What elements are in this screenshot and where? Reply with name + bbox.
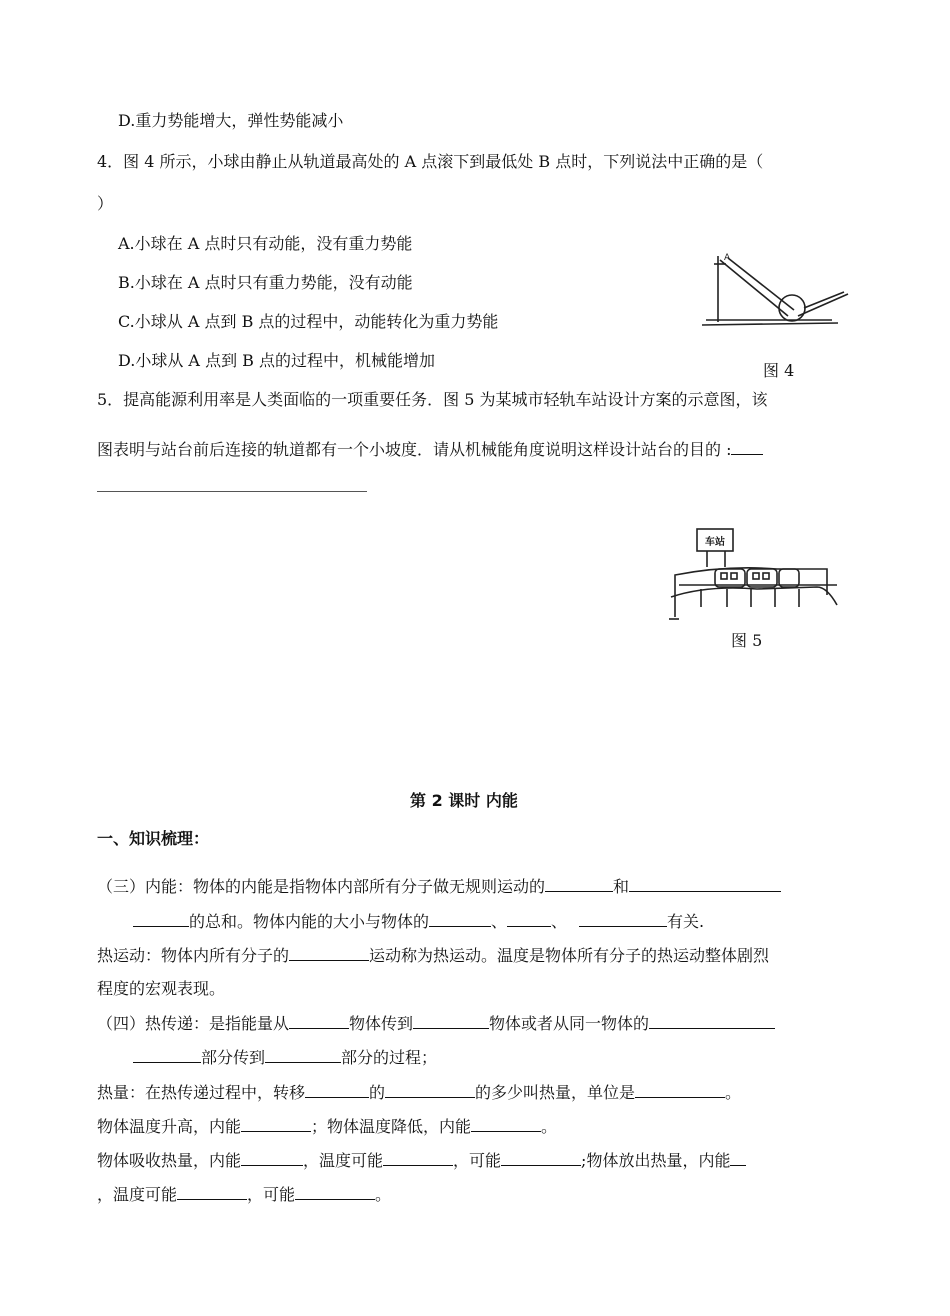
answer-blank[interactable] xyxy=(730,1149,746,1166)
answer-blank[interactable] xyxy=(507,910,551,927)
answer-blank[interactable] xyxy=(635,1081,725,1098)
answer-blank[interactable] xyxy=(649,1012,775,1029)
t10c: 。 xyxy=(375,1185,392,1204)
answer-blank[interactable] xyxy=(241,1149,303,1166)
text-line-3 xyxy=(97,944,769,967)
t7a: 热量：在热传递过程中，转移 xyxy=(97,1083,306,1102)
answer-blank[interactable] xyxy=(305,1081,369,1098)
answer-blank[interactable] xyxy=(241,1115,311,1132)
answer-blank[interactable] xyxy=(471,1115,541,1132)
t9d: ;物体放出热量，内能 xyxy=(581,1151,731,1170)
answer-blank[interactable] xyxy=(133,910,189,927)
t2c: 、 xyxy=(551,912,568,931)
q5-line1: 5．提高能源利用率是人类面临的一项重要任务．图 5 为某城市轻轨车站设计方案的示意图，该 xyxy=(97,390,768,409)
text-line-2 xyxy=(97,910,704,933)
q5-line2-text: 图表明与站台前后连接的轨道都有一个小坡度．请从机械能角度说明这样设计站台的目的 : xyxy=(97,440,732,459)
t7b: 的 xyxy=(369,1083,386,1102)
figure-5-station-diagram xyxy=(667,525,842,625)
section-heading: 一、知识梳理： xyxy=(97,829,210,848)
answer-blank[interactable] xyxy=(177,1183,247,1200)
answer-blank-line[interactable] xyxy=(97,491,367,492)
t3b: 运动称为热运动。温度是物体所有分子的热运动整体剧烈 xyxy=(369,946,770,965)
text-line-9 xyxy=(97,1149,746,1172)
t3a: 热运动：物体内所有分子的 xyxy=(97,946,290,965)
answer-blank[interactable] xyxy=(429,910,491,927)
answer-blank[interactable] xyxy=(731,438,763,455)
q4-option-c: C.小球从 A 点到 B 点的过程中，动能转化为重力势能 xyxy=(118,312,499,331)
text-line-8 xyxy=(97,1115,557,1138)
station-sign-text: 车站 xyxy=(705,537,725,548)
text-line-1 xyxy=(97,875,781,898)
t7c: 的多少叫热量，单位是 xyxy=(475,1083,636,1102)
t10a: ，温度可能 xyxy=(97,1185,178,1204)
answer-blank[interactable] xyxy=(265,1046,341,1063)
q3-option-d: D.重力势能增大，弹性势能减小 xyxy=(118,111,344,130)
text-line-4: 程度的宏观表现。 xyxy=(97,979,226,998)
t8a: 物体温度升高，内能 xyxy=(97,1117,242,1136)
q5-line2 xyxy=(97,438,763,461)
t2a: 的总和。物体内能的大小与物体的 xyxy=(189,912,430,931)
t1a: （三）内能：物体的内能是指物体内部所有分子做无规则运动的 xyxy=(97,877,546,896)
text-line-5 xyxy=(97,1012,775,1035)
t2d: 有关. xyxy=(667,912,705,931)
t8b: ；物体温度降低，内能 xyxy=(311,1117,472,1136)
q4-option-d: D.小球从 A 点到 B 点的过程中，机械能增加 xyxy=(118,351,436,370)
answer-blank[interactable] xyxy=(383,1149,453,1166)
figure-4-track-diagram xyxy=(698,250,858,340)
q4-stem: 4．图 4 所示，小球由静止从轨道最高处的 A 点滚下到最低处 B 点时，下列说法中正确的是（ xyxy=(97,152,764,171)
svg-text:A: A xyxy=(724,253,731,263)
answer-blank[interactable] xyxy=(385,1081,475,1098)
t9b: ，温度可能 xyxy=(303,1151,384,1170)
t8c: 。 xyxy=(541,1117,558,1136)
text-line-6 xyxy=(97,1046,437,1069)
t6a: 部分传到 xyxy=(201,1048,266,1067)
t7d: 。 xyxy=(725,1083,742,1102)
t6b: 部分的过程； xyxy=(341,1048,438,1067)
q4-option-b: B.小球在 A 点时只有重力势能，没有动能 xyxy=(118,273,413,292)
q4-option-a: A.小球在 A 点时只有动能，没有重力势能 xyxy=(118,234,413,253)
text-line-7 xyxy=(97,1081,741,1104)
answer-blank[interactable] xyxy=(295,1183,375,1200)
t5c: 物体或者从同一物体的 xyxy=(489,1014,650,1033)
answer-blank[interactable] xyxy=(133,1046,201,1063)
answer-blank[interactable] xyxy=(545,875,613,892)
answer-blank[interactable] xyxy=(413,1012,489,1029)
t5a: （四）热传递：是指能量从 xyxy=(97,1014,290,1033)
answer-blank[interactable] xyxy=(629,875,781,892)
t9c: ，可能 xyxy=(453,1151,502,1170)
answer-blank[interactable] xyxy=(289,944,369,961)
answer-blank[interactable] xyxy=(579,910,667,927)
figure-4-caption: 图 4 xyxy=(763,361,795,380)
section-title: 第 2 课时 内能 xyxy=(410,791,518,810)
t5b: 物体传到 xyxy=(349,1014,414,1033)
answer-blank[interactable] xyxy=(501,1149,581,1166)
t2b: 、 xyxy=(491,912,508,931)
t1b: 和 xyxy=(613,877,630,896)
text-line-10 xyxy=(97,1183,391,1206)
figure-5-caption: 图 5 xyxy=(731,631,763,650)
answer-blank[interactable] xyxy=(289,1012,349,1029)
q4-stem-end: ） xyxy=(97,194,114,213)
t9a: 物体吸收热量，内能 xyxy=(97,1151,242,1170)
t10b: ，可能 xyxy=(247,1185,296,1204)
